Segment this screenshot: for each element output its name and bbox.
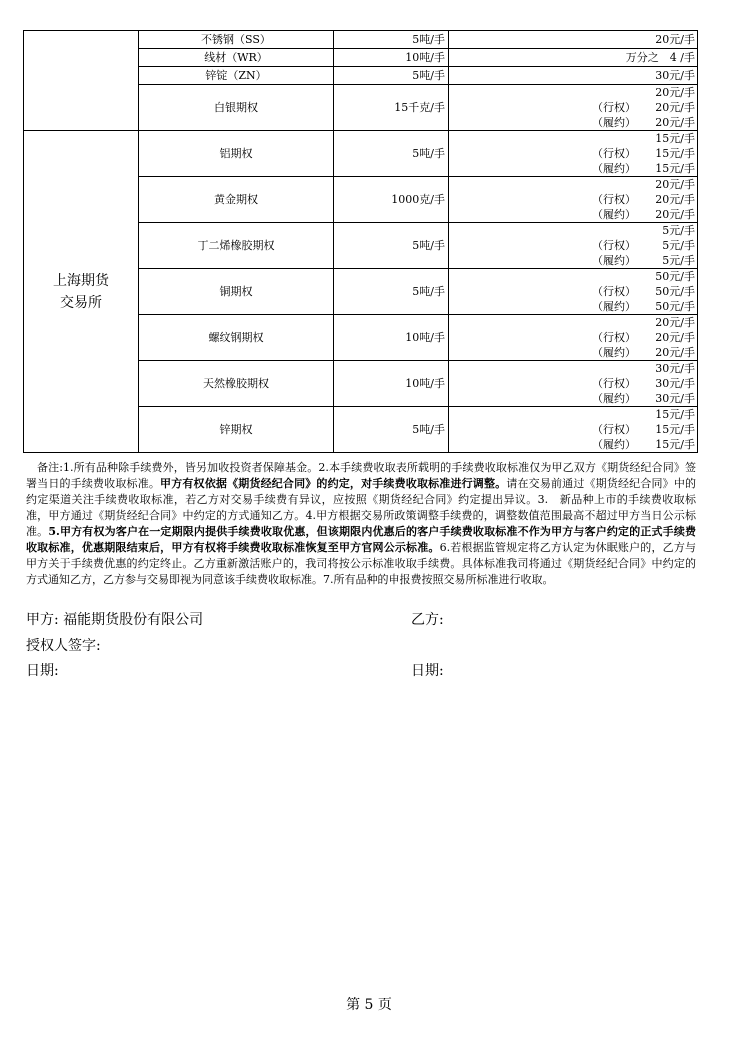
fee-value: 30元/手 xyxy=(655,362,695,375)
fee-value: 万分之 4 /手 xyxy=(625,51,695,64)
fee-line xyxy=(451,345,695,360)
fee-line xyxy=(451,100,695,115)
fee-value: 5元/手 xyxy=(662,224,695,237)
trade-unit-cell: 5吨/手 xyxy=(334,67,449,85)
product-name-cell: 天然橡胶期权 xyxy=(139,361,334,407)
fee-value: 20元/手 xyxy=(655,116,695,129)
fee-type-label: （履约） xyxy=(592,254,636,267)
fee-line xyxy=(451,207,695,222)
trade-unit-cell: 5吨/手 xyxy=(334,131,449,177)
fee-type-label: （行权） xyxy=(592,377,636,390)
product-name-cell: 铝期权 xyxy=(139,131,334,177)
fee-value: 20元/手 xyxy=(655,346,695,359)
fee-value: 50元/手 xyxy=(655,270,695,283)
fee-type-label: （履约） xyxy=(592,208,636,221)
fee-line xyxy=(451,391,695,406)
trade-unit-cell: 5吨/手 xyxy=(334,269,449,315)
product-name-cell: 铜期权 xyxy=(139,269,334,315)
fee-line xyxy=(451,50,695,65)
fee-type-label: （行权） xyxy=(592,239,636,252)
fee-value: 50元/手 xyxy=(655,285,695,298)
trade-unit-cell: 10吨/手 xyxy=(334,361,449,407)
fee-line xyxy=(451,437,695,452)
notes-segment: 备注:1.所有品种除手续费外，皆另加收投资者保障基金。2.本手续费收取表所载明的手续费收取标准仅为甲乙双方《期货经纪合同》签署当日的手续费收取标准。 xyxy=(26,461,696,490)
fee-value: 15元/手 xyxy=(655,438,695,451)
fee-value: 20元/手 xyxy=(655,86,695,99)
fee-line xyxy=(451,253,695,268)
fee-line xyxy=(451,361,695,376)
fee-type-label: （履约） xyxy=(592,116,636,129)
date-a-label: 日期: xyxy=(26,663,59,679)
fee-line xyxy=(451,223,695,238)
fee-cell xyxy=(449,315,698,361)
fee-type-label: （行权） xyxy=(592,101,636,114)
fee-value: 20元/手 xyxy=(655,101,695,114)
fee-line xyxy=(451,422,695,437)
fee-line xyxy=(451,315,695,330)
notes-bold-segment: 甲方有权依据《期货经纪合同》的约定，对手续费收取标准进行调整。 xyxy=(160,477,507,490)
trade-unit-cell: 10吨/手 xyxy=(334,49,449,67)
fee-line xyxy=(451,269,695,284)
fee-line xyxy=(451,192,695,207)
fee-value: 30元/手 xyxy=(655,69,695,82)
fee-line xyxy=(451,177,695,192)
fee-type-label: （行权） xyxy=(592,423,636,436)
fee-value: 15元/手 xyxy=(655,423,695,436)
fee-value: 15元/手 xyxy=(655,147,695,160)
fee-type-label: （履约） xyxy=(592,346,636,359)
fee-value: 20元/手 xyxy=(655,33,695,46)
fee-value: 30元/手 xyxy=(655,377,695,390)
fee-type-label: （行权） xyxy=(592,193,636,206)
fee-type-label: （履约） xyxy=(592,300,636,313)
fee-cell xyxy=(449,223,698,269)
fee-value: 50元/手 xyxy=(655,300,695,313)
fee-value: 15元/手 xyxy=(655,162,695,175)
notes-bold-segment: 5.甲方有权为客户在一定期限内提供手续费收取优惠，但该期限内优惠后的客户手续费收取标准不作为甲方与客户约定的正式手续费收取标准，优惠期限结束后，甲方有权将手续费收取标准恢复至甲方官网公示标准。 xyxy=(26,525,697,554)
product-name-cell: 线材（WR） xyxy=(139,49,334,67)
product-name-cell: 不锈钢（SS） xyxy=(139,31,334,49)
fee-line xyxy=(451,376,695,391)
fee-cell xyxy=(449,177,698,223)
exchange-cell-continued xyxy=(24,31,139,131)
fee-line xyxy=(451,85,695,100)
trade-unit-cell: 5吨/手 xyxy=(334,31,449,49)
fee-cell xyxy=(449,67,698,85)
trade-unit-cell: 10吨/手 xyxy=(334,315,449,361)
product-name-cell: 锌期权 xyxy=(139,407,334,453)
fee-type-label: （履约） xyxy=(592,392,636,405)
fee-line xyxy=(451,131,695,146)
fee-value: 20元/手 xyxy=(655,331,695,344)
fee-cell xyxy=(449,85,698,131)
fee-type-label: （履约） xyxy=(592,162,636,175)
trade-unit-cell: 1000克/手 xyxy=(334,177,449,223)
fee-value: 5元/手 xyxy=(662,239,695,252)
notes-segment: 请在交易前通过《期货经纪合同》中的约定渠道关注手续费收取标准，若乙方对交易手续费有异议，应按照《期货经纪合同》约定提出异议。3. 新品种上市的手续费收取标准，甲方通过《期货经纪合同》中约定的方式通知乙方。4.甲方根据交易所政策调整手续费的，调整数值范围最高不超过甲方当日公示标准。 xyxy=(26,477,697,538)
authorized-signature-label: 授权人签字: xyxy=(26,638,101,654)
fee-value: 30元/手 xyxy=(655,392,695,405)
fee-value: 5元/手 xyxy=(662,254,695,267)
fee-cell xyxy=(449,407,698,453)
fee-value: 15元/手 xyxy=(655,132,695,145)
fee-line xyxy=(451,238,695,253)
party-b-label: 乙方: xyxy=(411,612,444,628)
exchange-cell-shfe: 上海期货 交易所 xyxy=(24,131,139,453)
fee-value: 20元/手 xyxy=(655,193,695,206)
fee-line xyxy=(451,32,695,47)
fee-line xyxy=(451,330,695,345)
fee-line xyxy=(451,68,695,83)
fee-value: 20元/手 xyxy=(655,208,695,221)
page-number: 第 5 页 xyxy=(346,997,392,1013)
product-name-cell: 螺纹钢期权 xyxy=(139,315,334,361)
trade-unit-cell: 5吨/手 xyxy=(334,407,449,453)
product-name-cell: 锌锭（ZN） xyxy=(139,67,334,85)
fee-line xyxy=(451,284,695,299)
fee-line xyxy=(451,146,695,161)
product-name-cell: 丁二烯橡胶期权 xyxy=(139,223,334,269)
date-b-label: 日期: xyxy=(411,663,444,679)
fee-value: 15元/手 xyxy=(655,408,695,421)
trade-unit-cell: 15千克/手 xyxy=(334,85,449,131)
fee-type-label: （行权） xyxy=(592,331,636,344)
fee-cell xyxy=(449,269,698,315)
product-name-cell: 白银期权 xyxy=(139,85,334,131)
table-row xyxy=(24,31,698,49)
fee-table xyxy=(23,30,698,453)
party-a-label: 甲方: 福能期货股份有限公司 xyxy=(26,612,204,628)
fee-line xyxy=(451,299,695,314)
notes-segment: 6.若根据监管规定将乙方认定为休眠账户的，乙方与甲方关于手续费优惠的约定终止。乙方重新激活账户的，我司将按公示标准收取手续费。具体标准我司将通过《期货经纪合同》中约定的方式通知乙方，乙方参与交易即视为同意该手续费收取标准。7.所有品种的申报费按照交易所标准进行收取。 xyxy=(26,541,697,586)
fee-line xyxy=(451,161,695,176)
fee-value: 20元/手 xyxy=(655,316,695,329)
fee-type-label: （行权） xyxy=(592,285,636,298)
table-row xyxy=(24,131,698,177)
fee-cell xyxy=(449,131,698,177)
notes-paragraph xyxy=(26,460,696,588)
fee-type-label: （行权） xyxy=(592,147,636,160)
fee-line xyxy=(451,115,695,130)
product-name-cell: 黄金期权 xyxy=(139,177,334,223)
fee-type-label: （履约） xyxy=(592,438,636,451)
fee-cell xyxy=(449,49,698,67)
fee-cell xyxy=(449,31,698,49)
fee-value: 20元/手 xyxy=(655,178,695,191)
trade-unit-cell: 5吨/手 xyxy=(334,223,449,269)
fee-cell xyxy=(449,361,698,407)
fee-line xyxy=(451,407,695,422)
